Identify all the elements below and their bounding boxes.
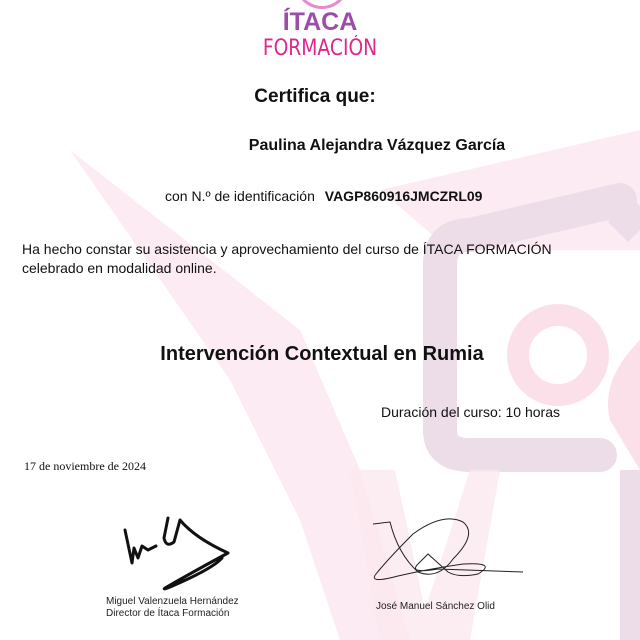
course-title: Intervención Contextual en Rumia [160, 343, 484, 365]
signer-director [106, 596, 239, 620]
certificate-heading: Certifica que: [254, 86, 376, 107]
signer-second-name: José Manuel Sánchez Olid [376, 601, 495, 612]
signer-director-name: Miguel Valenzuela Hernández [106, 596, 239, 607]
course-duration: Duración del curso: 10 horas [381, 404, 560, 420]
signature-second-icon [368, 514, 528, 584]
id-label: con N.º de identificación [165, 188, 315, 204]
statement-line-1: Ha hecho constar su asistencia y aprovechamiento del curso de ÍTACA FORMACIÓN [22, 241, 552, 257]
signer-director-role: Director de Ítaca Formación [106, 608, 230, 619]
id-line [165, 188, 482, 204]
recipient-name: Paulina Alejandra Vázquez García [248, 137, 506, 154]
signature-director-icon [120, 508, 235, 598]
attendance-statement [22, 240, 552, 278]
statement-line-2: celebrado en modalidad online. [22, 260, 217, 276]
logo-itaca-text: ÍTACA [282, 8, 358, 36]
itaca-formacion-logo [240, 0, 400, 70]
id-value: VAGP860916JMCZRL09 [324, 188, 483, 204]
issue-date: 17 de noviembre de 2024 [24, 459, 146, 473]
logo-formacion-text: FORMACIÓN [262, 36, 378, 61]
